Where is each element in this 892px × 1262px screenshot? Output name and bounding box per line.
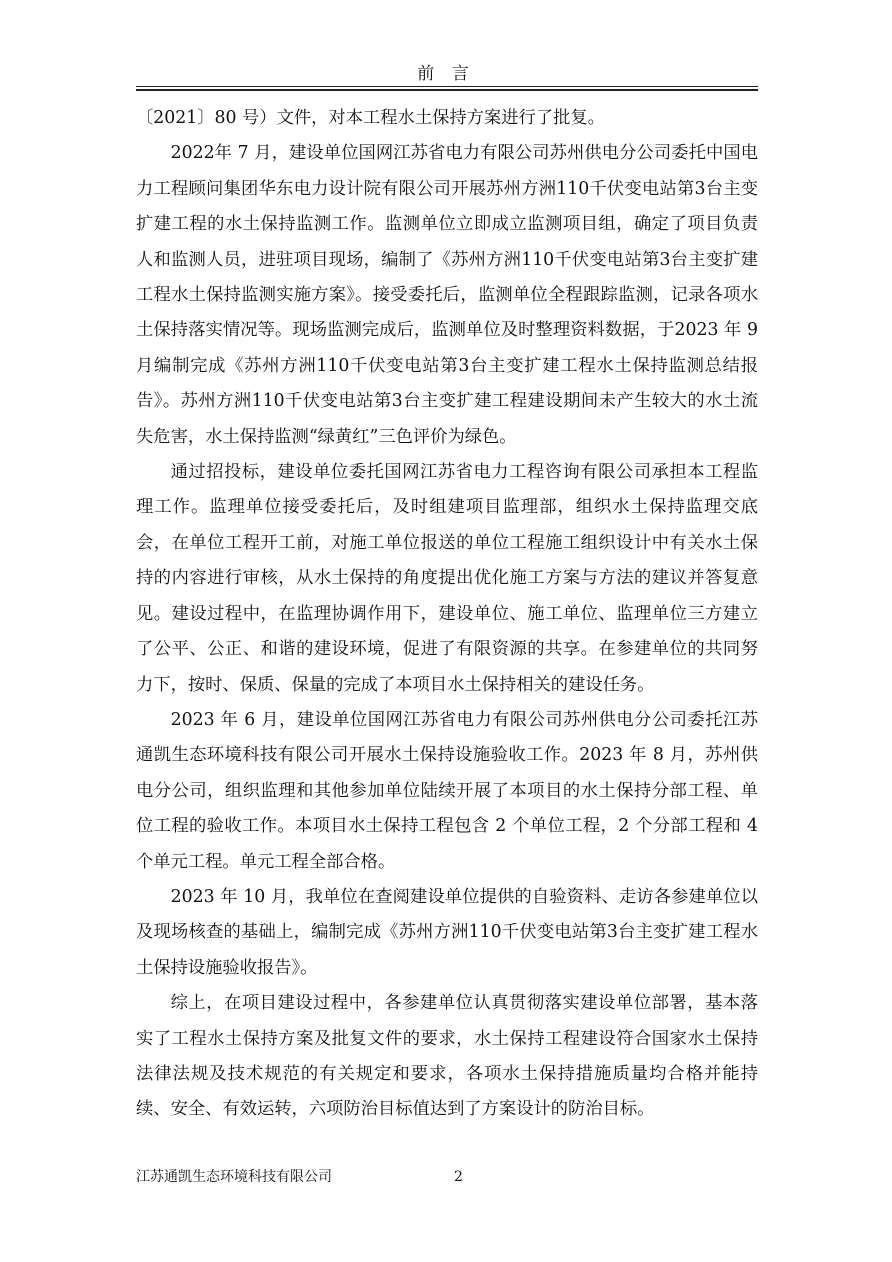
paragraph-conclusion: 综上，在项目建设过程中，各参建单位认真贯彻落实建设单位部署，基本落实了工程水土保持方案及批复文件的要求，水土保持工程建设符合国家水土保持法律法规及技术规范的有关规定和要求，各项水土保持措施质量均合格并能持续、安全、有效运转，六项防治目标值达到了方案设计的防治目标。	[136, 993, 758, 1120]
page-header-title: 前 言	[417, 64, 475, 84]
header-rule-thin	[136, 86, 758, 87]
paragraph-report-compilation: 2023 年 10 月，我单位在查阅建设单位提供的自验资料、走访各参建单位以及现场核查的基础上，编制完成《苏州方洲110千伏变电站第3台主变扩建工程水土保持设施验收报告》。	[136, 886, 758, 978]
paragraph-approval-continuation: 〔2021〕80 号）文件，对本工程水土保持方案进行了批复。	[136, 108, 605, 128]
header-rule-thick	[136, 89, 758, 91]
footer-page-number: 2	[454, 1169, 463, 1185]
paragraph-monitoring: 2022年 7 月，建设单位国网江苏省电力有限公司苏州供电分公司委托中国电力工程顾问集团华东电力设计院有限公司开展苏州方洲110千伏变电站第3台主变扩建工程的水土保持监测工作。监测单位立即成立监测项目组，确定了项目负责人和监测人员，进驻项目现场，编制了《苏州方洲110千伏变电站第3台主变扩建工程水土保持监测实施方案》。接受委托后，监测单位全程跟踪监测，记录各项水土保持落实情况等。现场监测完成后，监测单位及时整理资料数据，于2023 年 9 月编制完成《苏州方洲110千伏变电站第3台主变扩建工程水土保持监测总结报告》。苏州方洲110千伏变电站第3台主变扩建工程建设期间未产生较大的水土流失危害，水土保持监测“绿黄红”三色评价为绿色。	[136, 143, 758, 447]
paragraph-supervision: 通过招投标，建设单位委托国网江苏省电力工程咨询有限公司承担本工程监理工作。监理单位接受委托后，及时组建项目监理部，组织水土保持监理交底会，在单位工程开工前，对施工单位报送的单位工程施工组织设计中有关水土保持的内容进行审核，从水土保持的角度提出优化施工方案与方法的建议并答复意见。建设过程中，在监理协调作用下，建设单位、施工单位、监理单位三方建立了公平、公正、和谐的建设环境，促进了有限资源的共享。在参建单位的共同努力下，按时、保质、保量的完成了本项目水土保持相关的建设任务。	[136, 462, 758, 695]
body-text	[136, 101, 758, 1128]
paragraph-acceptance-work: 2023 年 6 月，建设单位国网江苏省电力有限公司苏州供电分公司委托江苏通凯生态环境科技有限公司开展水土保持设施验收工作。2023 年 8 月，苏州供电分公司，组织监理和其他参加单位陆续开展了本项目的水土保持分部工程、单位工程的验收工作。本项目水土保持工程包含 2 个单位工程，2 个分部工程和 4个单元工程。单元工程全部合格。	[136, 709, 758, 872]
footer-company-name: 江苏通凯生态环境科技有限公司	[136, 1169, 332, 1185]
